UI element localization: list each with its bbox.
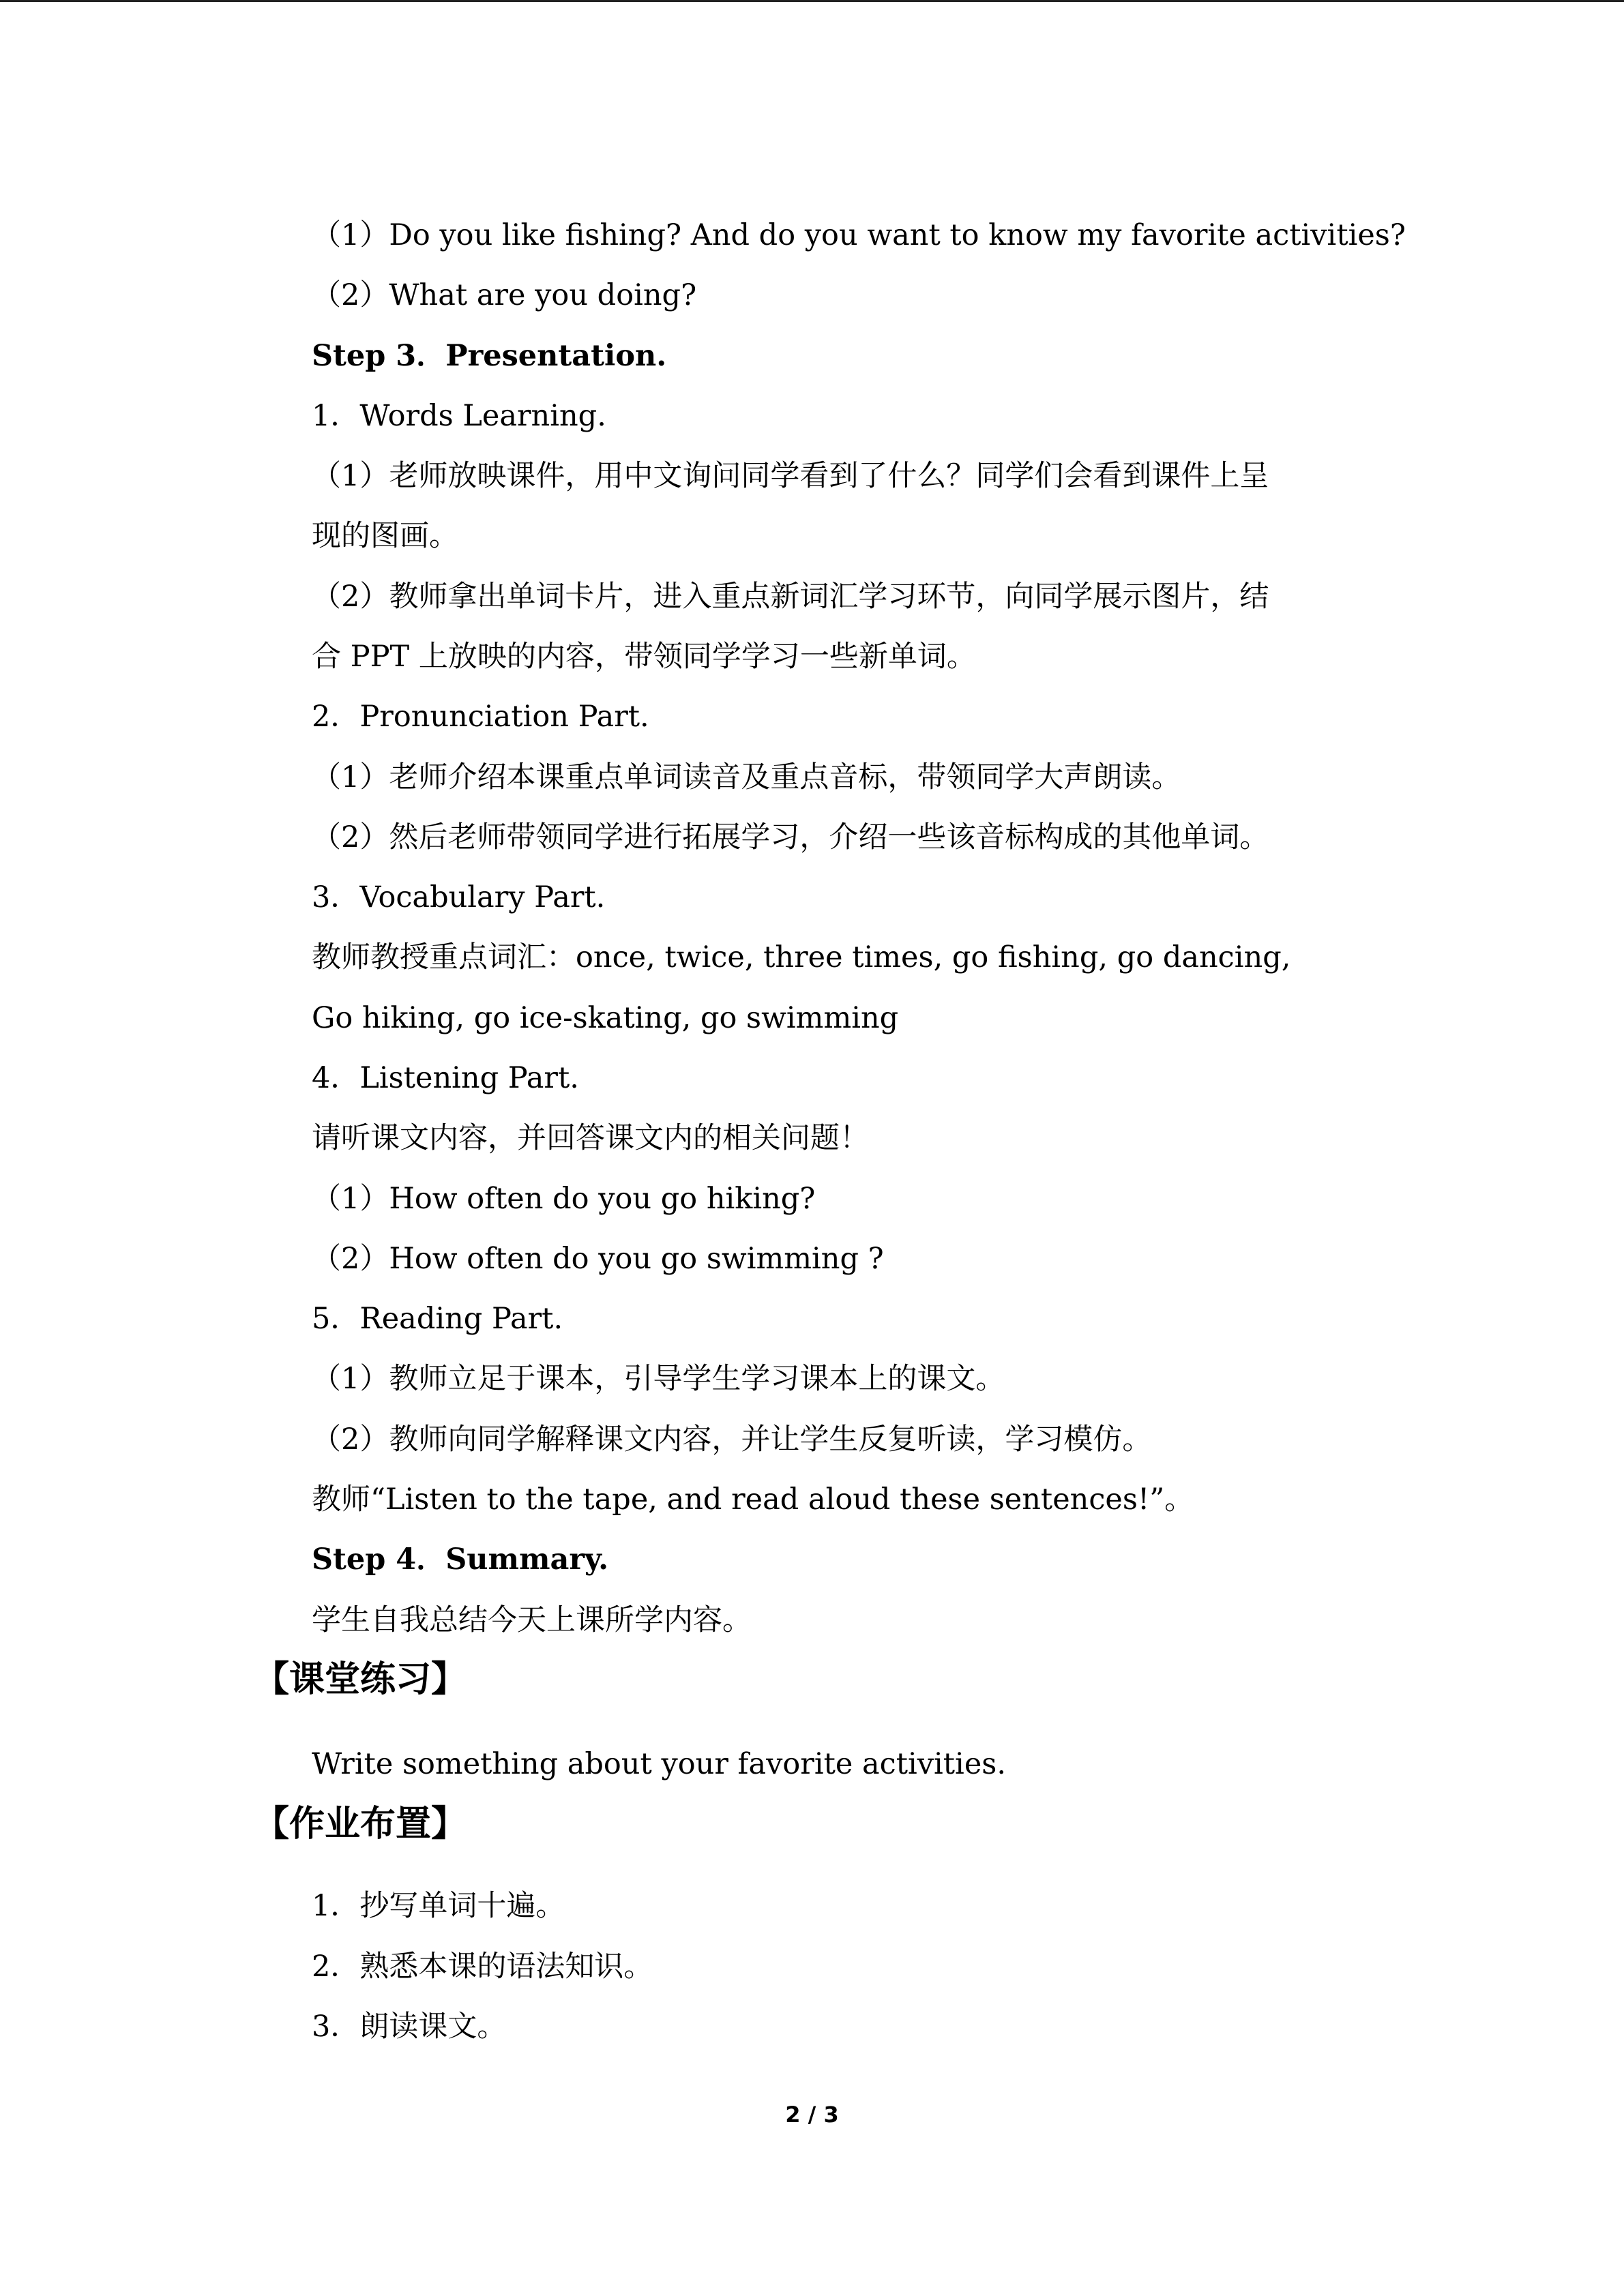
section-heading-homework: 【作业布置】 <box>254 1804 467 1845</box>
paragraph-line: Go hiking, go ice-skating, go swimming <box>312 1001 899 1035</box>
list-item: 4．Listening Part. <box>312 1061 579 1095</box>
homework-item: 1．抄写单词十遍。 <box>312 1889 565 1923</box>
paragraph-line: 现的图画。 <box>312 519 458 553</box>
paragraph-line: （1）教师立足于课本，引导学生学习课本上的课文。 <box>312 1362 1005 1396</box>
paragraph-line: （2）教师向同学解释课文内容，并让学生反复听读，学习模仿。 <box>312 1422 1152 1457</box>
paragraph-line: （2）然后老师带领同学进行拓展学习，介绍一些该音标构成的其他单词。 <box>312 820 1269 854</box>
homework-item: 2．熟悉本课的语法知识。 <box>312 1950 653 1984</box>
section-heading-practice: 【课堂练习】 <box>254 1659 467 1700</box>
paragraph-line: 请听课文内容，并回答课文内的相关问题！ <box>312 1121 869 1155</box>
list-item: 1．Words Learning. <box>312 399 606 433</box>
question-line: （2）How often do you go swimming ? <box>312 1242 884 1276</box>
paragraph-line: 教师“Listen to the tape, and read aloud these sentences!”。 <box>312 1482 1194 1517</box>
paragraph-line: 合 PPT 上放映的内容，带领同学学习一些新单词。 <box>312 640 976 674</box>
list-item: 2．Pronunciation Part. <box>312 700 649 734</box>
page-number: 2 / 3 <box>785 2102 839 2128</box>
step-heading: Step 4．Summary. <box>312 1542 609 1577</box>
paragraph-line: （2）教师拿出单词卡片，进入重点新词汇学习环节，向同学展示图片，结 <box>312 580 1269 614</box>
list-item: 3．Vocabulary Part. <box>312 880 606 914</box>
step-heading: Step 3．Presentation. <box>312 339 667 373</box>
paragraph-line: 学生自我总结今天上课所学内容。 <box>312 1603 752 1637</box>
list-item: 5．Reading Part. <box>312 1302 563 1336</box>
practice-text: Write something about your favorite activities. <box>312 1747 1006 1781</box>
question-line: （2）What are you doing? <box>312 278 697 312</box>
question-line: （1）Do you like fishing? And do you want to know my favorite activities? <box>312 218 1406 252</box>
homework-item: 3．朗读课文。 <box>312 2010 507 2044</box>
page-top-border <box>0 0 1624 2</box>
paragraph-line: （1）老师放映课件，用中文询问同学看到了什么？同学们会看到课件上呈 <box>312 459 1269 493</box>
paragraph-line: 教师教授重点词汇：once, twice, three times, go fishing, go dancing, <box>312 940 1291 974</box>
question-line: （1）How often do you go hiking? <box>312 1182 816 1216</box>
paragraph-line: （1）老师介绍本课重点单词读音及重点音标，带领同学大声朗读。 <box>312 760 1181 794</box>
